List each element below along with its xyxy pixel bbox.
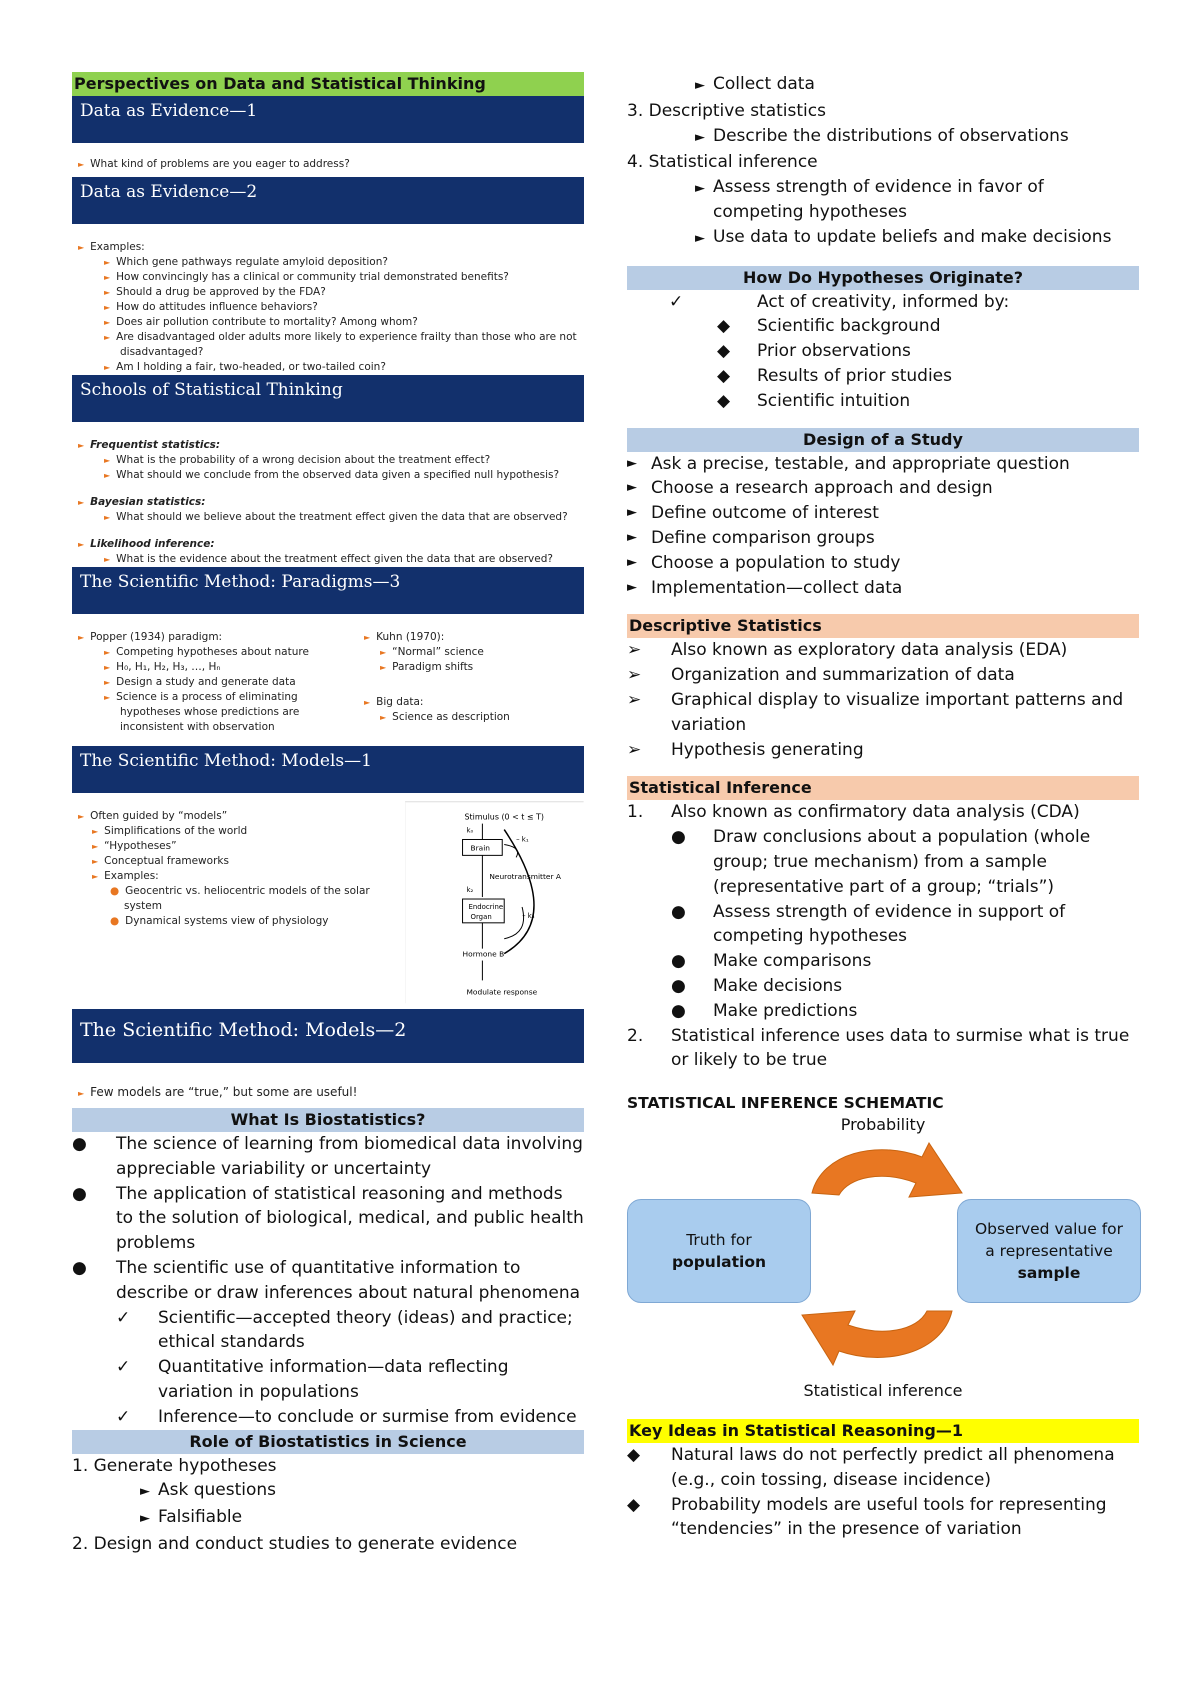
svg-text:Modulate response: Modulate response: [466, 987, 538, 997]
svg-text:Hormone B: Hormone B: [462, 949, 505, 959]
probability-label: Probability: [840, 1115, 926, 1135]
physiology-model-diagram: [405, 799, 584, 1004]
arrowhead-bullet-icon: ➢: [627, 640, 642, 661]
slide-title: The Scientific Method: Models—1: [72, 746, 584, 793]
inference-label: Statistical inference: [803, 1381, 963, 1401]
slide-schools-of-thinking: Schools of Statistical Thinking ► Frequentist statistics: ► What is the probability of a wrong decision about the treatment effect? ► What should we conclude from the observed data given a specified null hypothesis? ► Bayesian statistics: ► What should we believe about the treatment effect given the data that are observed? ► Likelihood inference: ► What is the evidence about the treatment effect given the data that are observed?: [72, 375, 584, 567]
dot-bullet-icon: ●: [110, 885, 120, 897]
slide-models-2: The Scientific Method: Models—2 ► Few models are “true,” but some are useful!: [72, 1009, 584, 1105]
stimulus-label: Stimulus (0 < t ≤ T): [464, 812, 545, 822]
arrow-bullet-icon: ►: [78, 633, 85, 642]
arrow-bullet-icon: ►: [140, 1484, 150, 1500]
arrow-bullet-icon: ►: [78, 160, 85, 169]
statistical-inference-header: Statistical Inference: [627, 776, 1139, 800]
arrow-bullet-icon: ►: [78, 243, 85, 252]
svg-text:Endocrine: Endocrine: [468, 902, 504, 911]
slide-title: Data as Evidence—1: [72, 96, 584, 143]
svg-text:Brain: Brain: [470, 843, 491, 853]
descriptive-stats-header: Descriptive Statistics: [627, 614, 1139, 638]
slide-models-1: The Scientific Method: Models—1 ► Often guided by “models” ► Simplifications of the world ► “Hypotheses” ► Conceptual frameworks ► Examples: ● Geocentric vs. heliocentric models of the solar system ● Dynamical systems view of physiology Stimulus (0 < t ≤ T) k₀ Brain – k₁ Neurotransmitter A k₂ Endocrine Organ – k₃ Hormone B Modulate response: [72, 746, 584, 1009]
dot-bullet-icon: ●: [671, 827, 686, 848]
slide-data-as-evidence-2: Data as Evidence—2 ► Examples: ► Which gene pathways regulate amyloid deposition? ► How convincingly has a clinical or community trial demonstrated benefits? ► Should a drug be approved by the FDA? ► How do attitudes influence behaviors? ► Does air pollution contribute to mortality? Among whom? ► Are disadvantaged older adults more likely to experience frailty than those who are not disadvantaged? ► Am I holding a fair, two-headed, or two-tailed coin?: [72, 177, 584, 375]
arrow-bullet-icon: ►: [78, 441, 85, 450]
svg-text:k₂: k₂: [466, 886, 474, 895]
svg-text:Neurotransmitter A: Neurotransmitter A: [489, 872, 562, 882]
svg-text:– k₁: – k₁: [516, 835, 530, 844]
biostatistics-header: What Is Biostatistics?: [72, 1108, 584, 1132]
slide-title: Schools of Statistical Thinking: [72, 375, 584, 422]
key-ideas-list: ◆ Natural laws do not perfectly predict all phenomena (e.g., coin tossing, disease incidence) ◆ Probability models are useful tools for representing “tendencies” in the presence of variation: [627, 1445, 1115, 1540]
svg-text:Organ: Organ: [470, 912, 493, 921]
svg-text:– k₃: – k₃: [522, 911, 535, 920]
slide-title: The Scientific Method: Models—2: [72, 1009, 584, 1063]
arrow-bullet-icon: ►: [78, 812, 85, 821]
arrow-bullet-icon: ►: [695, 78, 705, 93]
arrow-bullet-icon: ►: [78, 1089, 85, 1098]
right-column: [627, 72, 1139, 1542]
descriptive-stats-list: ➢ Also known as exploratory data analysis (EDA) ➢ Organization and summarization of data ➢ Graphical display to visualize important patterns and variation ➢ Hypothesis generating: [627, 640, 1124, 760]
role-list-continued: ► Collect data 3. Descriptive statistics ► Describe the distributions of observations 4. Statistical inference ► Assess strength of evidence in favor of competing hypotheses ► Use data to update beliefs and make decisions: [627, 74, 1112, 247]
role-list: 1. Generate hypotheses ► Ask questions ► Falsifiable 2. Design and conduct studies to generate evidence: [72, 1455, 518, 1554]
hypotheses-origin-header: How Do Hypotheses Originate?: [627, 266, 1139, 290]
check-icon: ✓: [116, 1307, 131, 1328]
dot-bullet-icon: ●: [72, 1134, 87, 1154]
arrow-bullet-icon: ►: [627, 455, 637, 471]
key-ideas-header: Key Ideas in Statistical Reasoning—1: [627, 1419, 1139, 1443]
inference-schematic: [627, 1115, 1139, 1415]
check-icon: ✓: [669, 291, 684, 312]
inference-arrow: [802, 1311, 952, 1365]
diamond-bullet-icon: ◆: [717, 316, 731, 337]
slide-data-as-evidence-1: Data as Evidence—1 ► What kind of problems are you eager to address?: [72, 96, 584, 177]
schematic-title: STATISTICAL INFERENCE SCHEMATIC: [627, 1094, 944, 1113]
hypotheses-origin-list: ✓ Act of creativity, informed by: ◆ Scientific background ◆ Prior observations ◆ Results of prior studies ◆ Scientific intuition: [627, 290, 1139, 414]
svg-text:k₀: k₀: [466, 826, 474, 835]
role-header: Role of Biostatistics in Science: [72, 1430, 584, 1454]
observed-sample-box: Observed value for a representative sample: [957, 1199, 1141, 1303]
slide-title: The Scientific Method: Paradigms—3: [72, 567, 584, 614]
slide-title: Data as Evidence—2: [72, 177, 584, 224]
truth-population-box: Truth for population: [627, 1199, 811, 1303]
biostatistics-list: ● The science of learning from biomedical data involving appreciable variability or uncertainty ● The application of statistical reasoning and methods to the solution of biological, medical, and public health problems ● The scientific use of quantitative information to describe or draw inferences about natural phenomena ✓ Scientific—accepted theory (ideas) and practice; ethical standards ✓ Quantitative information—data reflecting variation in populations ✓ Inference—to conclude or surmise from evidence: [72, 1134, 584, 1427]
statistical-inference-list: 1. Also known as confirmatory data analysis (CDA) ● Draw conclusions about a population (whole group; true mechanism) from a sample (representative part of a group; “trials”) ● Assess strength of evidence in support of competing hypotheses ● Make comparisons ● Make decisions ● Make predictions 2. Statistical inference uses data to surmise what is true or likely to be true: [627, 802, 1130, 1071]
diamond-bullet-icon: ◆: [627, 1445, 641, 1466]
study-design-header: Design of a Study: [627, 428, 1139, 452]
slide-paradigms-3: The Scientific Method: Paradigms—3 ► Popper (1934) paradigm: ► Competing hypotheses about nature ► H₀, H₁, H₂, H₃, …, Hₙ ► Design a study and generate data ► Science is a process of eliminating hypotheses whose predictions are inconsistent with observation ► Kuhn (1970): ► “Normal” science ► Paradigm shifts ► Big data: ► Science as description: [72, 567, 584, 746]
study-design-list: ► Ask a precise, testable, and appropriate question ► Choose a research approach and design ► Define outcome of interest ► Define comparison groups ► Choose a population to study ► Implementation—collect data: [627, 453, 1070, 598]
left-column: [72, 72, 584, 1557]
probability-arrow: [812, 1143, 962, 1197]
section-title: Perspectives on Data and Statistical Thinking: [72, 72, 584, 96]
